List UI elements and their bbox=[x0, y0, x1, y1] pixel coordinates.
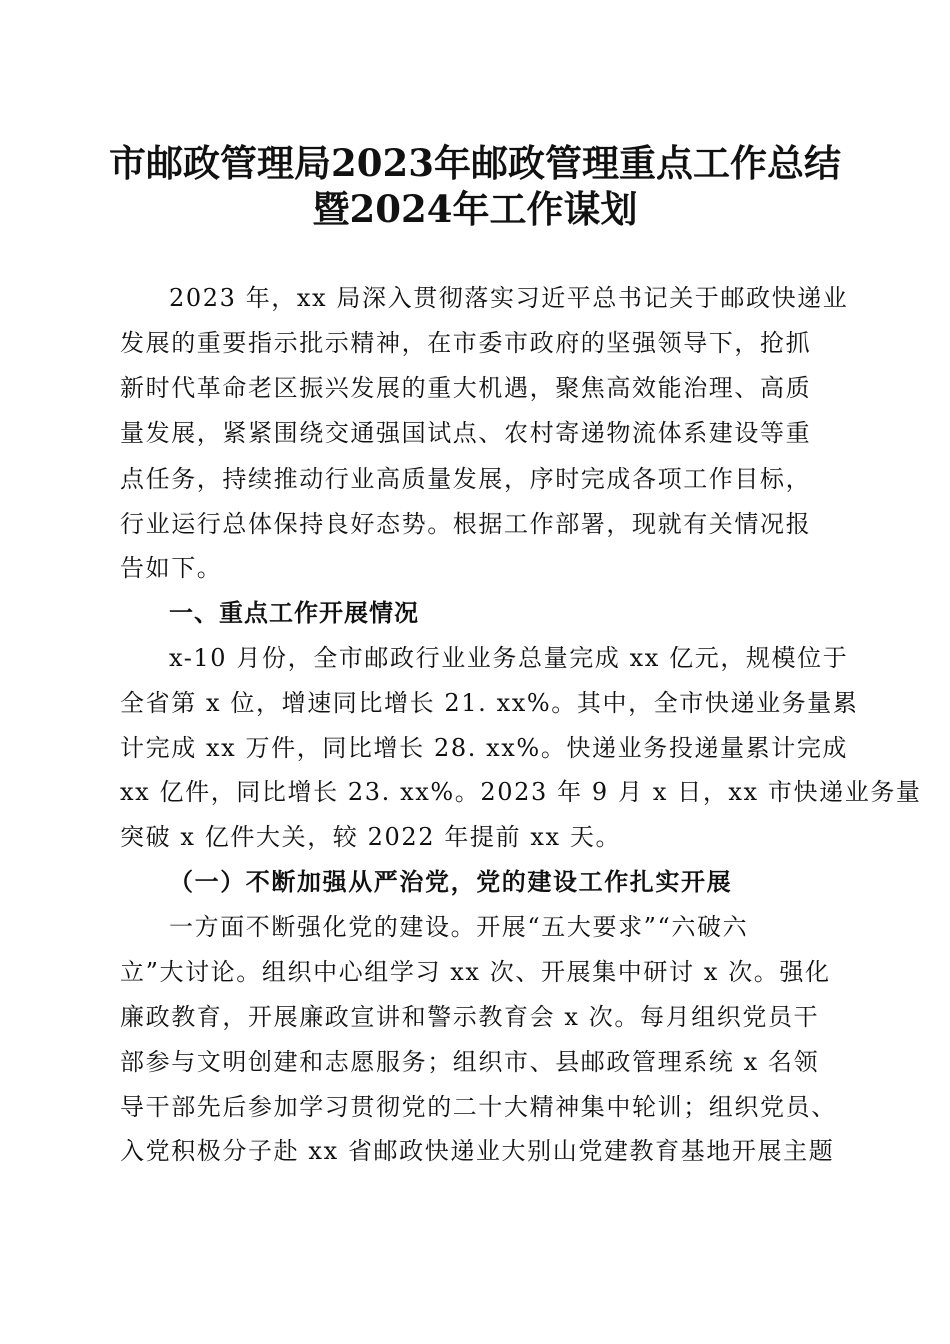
document-title-line-2: 暨2024年工作谋划 bbox=[312, 187, 638, 231]
section1-line: x-10 月份，全市邮政行业业务总量完成 xx 亿元，规模位于 bbox=[169, 644, 849, 672]
subsection1-line: 部参与文明创建和志愿服务；组织市、县邮政管理系统 x 名领 bbox=[120, 1048, 820, 1076]
subsection1-line: 廉政教育，开展廉政宣讲和警示教育会 x 次。每月组织党员干 bbox=[120, 1003, 820, 1031]
subsection1-line: 立”大讨论。组织中心组学习 xx 次、开展集中研讨 x 次。强化 bbox=[120, 958, 831, 986]
section1-line: 全省第 x 位，增速同比增长 21. xx%。其中，全市快递业务量累 bbox=[120, 689, 859, 717]
intro-line: 行业运行总体保持良好态势。根据工作部署，现就有关情况报 bbox=[120, 510, 812, 538]
section1-line: 计完成 xx 万件，同比增长 28. xx%。快递业务投递量累计完成 bbox=[120, 734, 849, 762]
document-title-line-1: 市邮政管理局2023年邮政管理重点工作总结 bbox=[109, 141, 841, 185]
intro-line: 新时代革命老区振兴发展的重大机遇，聚焦高效能治理、高质 bbox=[120, 374, 812, 402]
section-heading: 一、重点工作开展情况 bbox=[169, 599, 419, 627]
intro-line: 告如下。 bbox=[120, 554, 223, 582]
subsection1-line: 导干部先后参加学习贯彻党的二十大精神集中轮训；组织党员、 bbox=[120, 1093, 837, 1121]
section1-line: 突破 x 亿件大关，较 2022 年提前 xx 天。 bbox=[120, 823, 622, 851]
section1-line: xx 亿件，同比增长 23. xx%。2023 年 9 月 x 日，xx 市快递业务量 bbox=[120, 778, 922, 806]
intro-line: 量发展，紧紧围绕交通强国试点、农村寄递物流体系建设等重 bbox=[120, 419, 812, 447]
subsection-heading: （一）不断加强从严治党，党的建设工作扎实开展 bbox=[169, 867, 733, 896]
subsection1-line: 一方面不断强化党的建设。开展“五大要求”“六破六 bbox=[169, 913, 749, 941]
intro-line: 点任务，持续推动行业高质量发展，序时完成各项工作目标， bbox=[120, 465, 812, 493]
intro-line: 发展的重要指示批示精神，在市委市政府的坚强领导下，抢抓 bbox=[120, 329, 812, 357]
subsection1-line: 入党积极分子赴 xx 省邮政快递业大别山党建教育基地开展主题 bbox=[120, 1137, 835, 1165]
intro-line: 2023 年，xx 局深入贯彻落实习近平总书记关于邮政快递业 bbox=[169, 284, 849, 312]
